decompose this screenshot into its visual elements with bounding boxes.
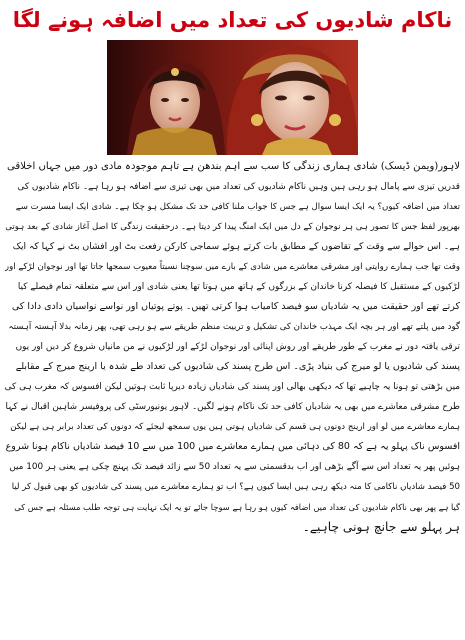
article-line: تعداد میں اضافہ کیوں؟ یہ ایک ایسا سوال ہے جس کا جواب ملنا کافی حد تک مشکل ہو چکا ہے۔ شادی ایک ایسا مسرت سے: [15, 202, 460, 212]
article-line: پسند کی شادیوں یا لو میرج کی بنیاد پڑی۔ اس طرح پسند کی شادیوں کی تعداد طے شدہ یا ارینج میرج کے مقابلے: [15, 361, 460, 372]
article-line: کرتے تھے اور حقیقت میں یہ شادیاں سو فیصد کامیاب ہوا کرتی تھیں۔ پوتے پوتیاں اور نواسے نواسیاں دادی دادا کی: [11, 301, 460, 312]
article-line: بھرپور لفظ جس کا تصور ہی ہر نوجوان کے دل میں ایک امنگ پیدا کر دیتا ہے۔ درحقیقت زندگی کا اصل آغاز شادی کے بعد ہوتی: [5, 222, 460, 232]
article-line: ہوئیں پھر یہ تعداد اس سے آگے بڑھی اور اب بدقسمتی سے یہ تعداد 50 سے زائد فیصد تک پہنچ چکی ہے یعنی ہر 100 میں: [9, 462, 460, 472]
bride-photo: [107, 40, 358, 155]
bride-photo-illustration: [107, 40, 358, 155]
article-line: لڑکیوں کے مستقبل کا فیصلہ کرنا خاندان کے بزرگوں کے ہاتھ میں ہوتا تھا یعنی شادی اور اس سے متعلقہ تمام فیصلے کیا: [17, 282, 460, 292]
headline-text: ناکام شادیوں کی تعداد میں اضافہ ہونے لگا: [12, 8, 453, 32]
article-line: وقت تھا جب ہمارے روایتی اور مشرقی معاشرے میں شادی کے بارے میں سوچنا نسبتاً معیوب سمجھا جاتا تھا اور نوجوان لڑکے اور: [5, 262, 460, 272]
article-body: [5, 157, 460, 637]
article-line: گود میں پلتے تھے اور ہر بچہ ایک مہذب خاندان کی تشکیل و تربیت منظم طریقے سے ہو رہی تھی، پھر زمانہ بدلا آہستہ آہستہ: [8, 322, 460, 332]
article-line: قدریں تیزی سے پامال ہو رہی ہیں وہیں ناکام شادیوں کی تعداد میں بھی تیزی سے اضافہ ہو رہا ہے۔ ناکام شادیوں کی: [17, 182, 460, 192]
article-line: افسوس ناک پہلو یہ ہے کہ 80 کی دہائی میں ہمارے معاشرے میں 100 میں سے 10 فیصد شادیاں ناکام ہونا شروع: [5, 441, 460, 452]
article-line: ہمارے معاشرے میں لو اور ارینج دونوں ہی قسم کی شادیاں ہوتی ہیں یوں سمجھ لیجئے کہ دونوں کی تعداد برابر ہی ہے لیکن: [10, 422, 460, 432]
article-line: میں بڑھتی تو ہونا یہ چاہیے تھا کہ دیکھی بھالی اور پسند کی شادیاں زیادہ دیرپا ثابت ہوتیں لیکن افسوس کہ مغرب ہی کی: [5, 382, 460, 392]
article-line: لاہور(ویمن ڈیسک) شادی ہماری زندگی کا سب سے اہم بندھن ہے تاہم موجودہ مادی دور میں جہاں اخلاقی: [6, 161, 460, 172]
article-line: طرح مشرقی معاشرے میں بھی یہ شادیاں کافی حد تک ناکام ہونے لگیں۔ لاہور یونیورسٹی کی پروفیسر شاہین اقبال نے کہا: [5, 402, 460, 412]
article-line: ہے۔ اس حوالے سے وقت کے تقاضوں کے مطابق بات کرتے ہوئے سماجی کارکن رفعت بٹ اور افشاں بٹ نے کہا کہ ایک: [12, 241, 460, 252]
headline: [0, 0, 465, 40]
article-line: ترقی یافتہ دور نے مغرب کے طور طریقے اور روش اپنائی اور نوجوان لڑکے اور لڑکیوں نے من مانیاں شروع کر دیں اور یوں: [15, 342, 460, 352]
article-line: 50 فیصد شادیاں ناکامی کا منہ دیکھ رہی ہیں ایسا کیوں ہے؟ اب تو ہمارے معاشرے میں پسند کی شادیوں کو بھی قبول کر لیا: [11, 482, 460, 492]
article-line: گیا ہے پھر بھی ناکام شادیوں کی تعداد میں اضافہ کیوں ہو رہا ہے سوچا جائے تو یہ ایک نہایت ہی توجہ طلب مسئلہ ہے جس کی: [14, 502, 460, 512]
article-line: ہر پہلو سے جانچ ہونی چاہیے۔: [302, 520, 460, 534]
